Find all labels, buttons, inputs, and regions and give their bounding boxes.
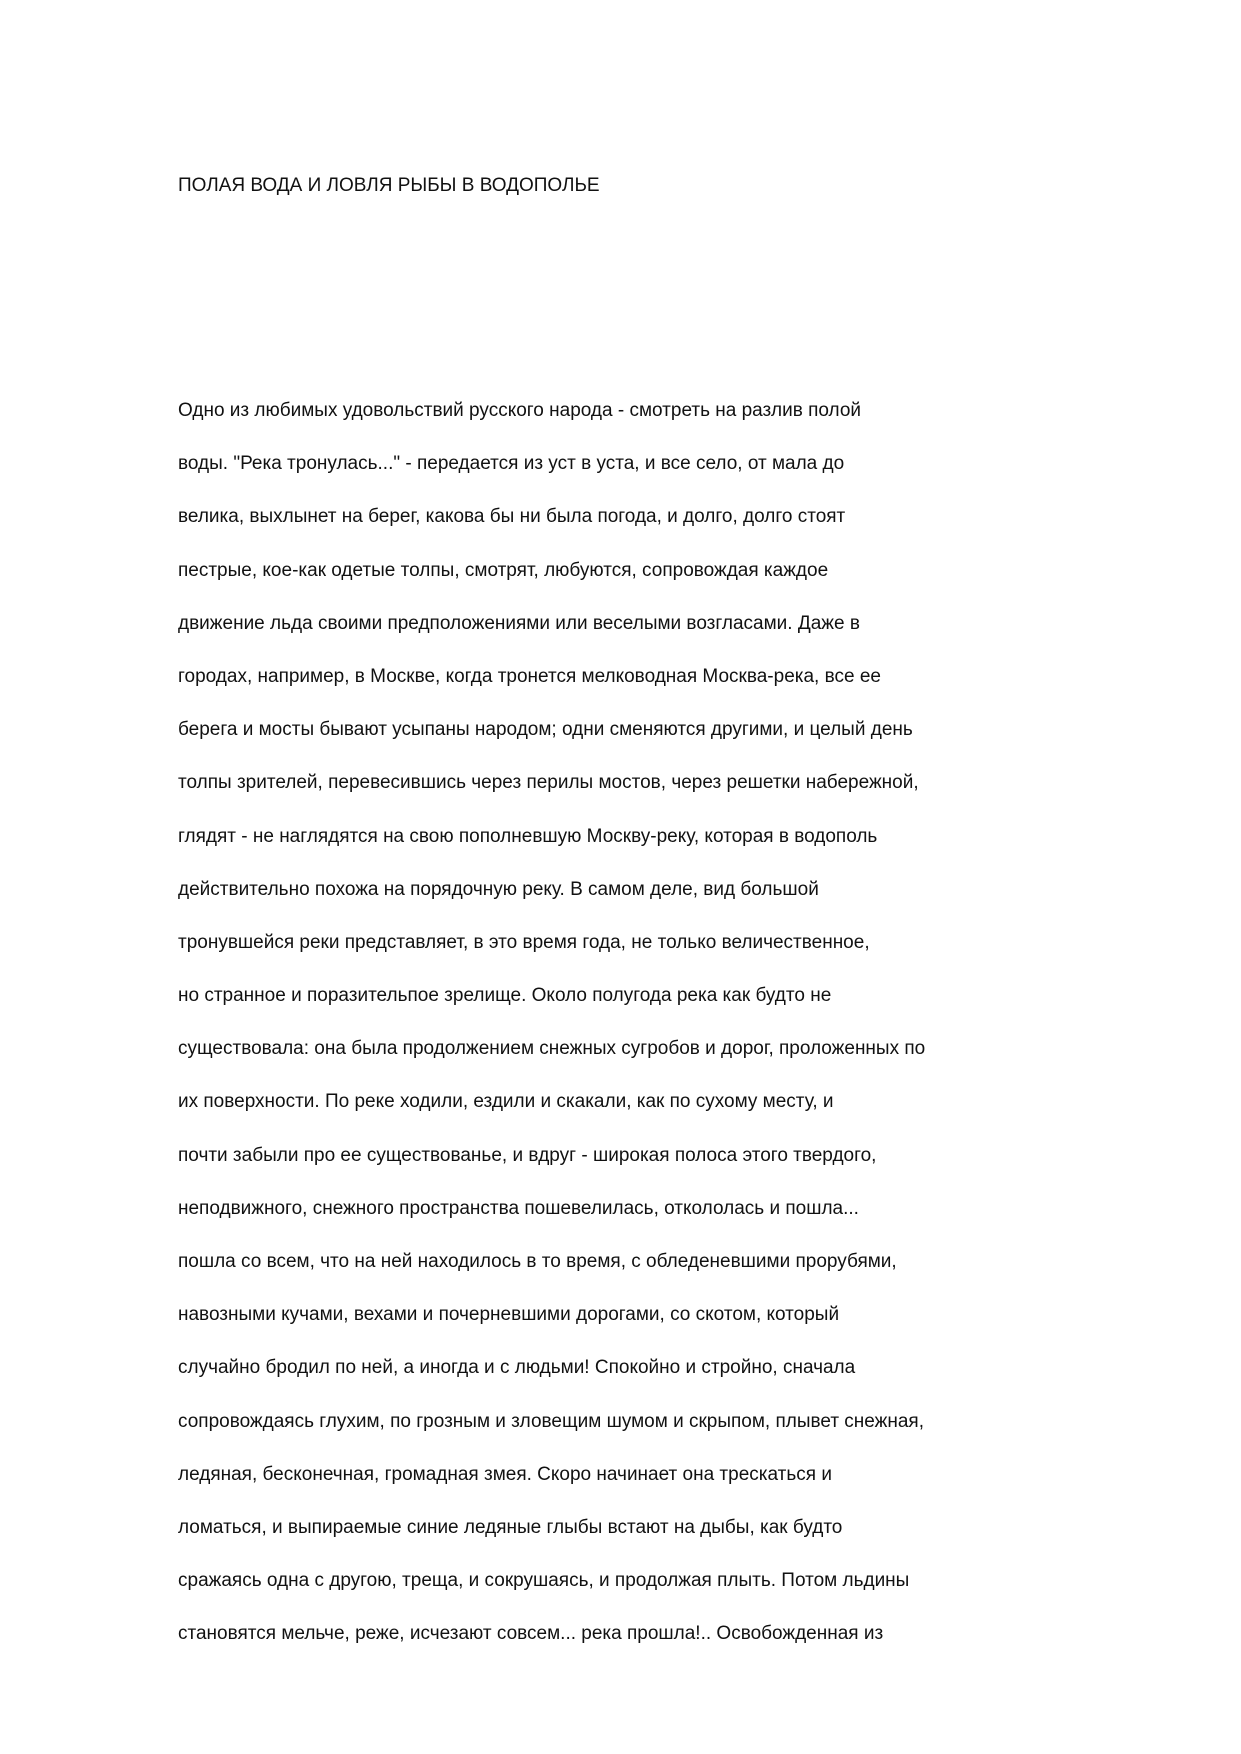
text-line: их поверхности. По реке ходили, ездили и скакали, как по сухому месту, и [178, 1091, 834, 1113]
text-line: сражаясь одна с другою, треща, и сокрушаясь, и продолжая плыть. Потом льдины [178, 1570, 910, 1592]
text-line: пестрые, кое-как одетые толпы, смотрят, любуются, сопровождая каждое [178, 559, 829, 581]
text-line: велика, выхлынет на берег, какова бы ни была погода, и долго, долго стоят [178, 506, 846, 528]
text-line: сопровождаясь глухим, по грозным и зловещим шумом и скрыпом, плывет снежная, [178, 1410, 924, 1432]
text-line: ломаться, и выпираемые синие ледяные глыбы встают на дыбы, как будто [178, 1516, 843, 1538]
text-line: случайно бродил по ней, а иногда и с людьми! Спокойно и стройно, сначала [178, 1357, 856, 1379]
text-line: существовала: она была продолжением снежных сугробов и дорог, проложенных по [178, 1038, 926, 1060]
text-line: становятся мельче, реже, исчезают совсем... река прошла!.. Освобожденная из [178, 1623, 884, 1645]
text-line: навозными кучами, вехами и почерневшими дорогами, со скотом, который [178, 1304, 840, 1326]
text-line: толпы зрителей, перевесившись через перилы мостов, через решетки набережной, [178, 772, 919, 794]
text-line: почти забыли про ее существованье, и вдруг - широкая полоса этого твердого, [178, 1144, 877, 1166]
document-body [178, 384, 1178, 1661]
text-line: глядят - не наглядятся на свою пополневшую Москву-реку, которая в водополь [178, 825, 878, 847]
text-line: городах, например, в Москве, когда тронется мелководная Москва-река, все ее [178, 665, 881, 687]
text-line: но странное и поразительпое зрелище. Около полугода река как будто не [178, 985, 832, 1007]
text-line: пошла со всем, что на ней находилось в то время, с обледеневшими прорубями, [178, 1251, 897, 1272]
text-line: движение льда своими предположениями или веселыми возгласами. Даже в [178, 612, 860, 634]
text-line: Одно из любимых удовольствий русского народа - смотреть на разлив полой [178, 400, 862, 421]
text-line: неподвижного, снежного пространства пошевелилась, откололась и пошла... [178, 1197, 859, 1219]
document-title: ПОЛАЯ ВОДА И ЛОВЛЯ РЫБЫ В ВОДОПОЛЬЕ [178, 175, 600, 196]
text-line: тронувшейся реки представляет, в это время года, не только величественное, [178, 931, 870, 953]
text-line: ледяная, бесконечная, громадная змея. Скоро начинает она трескаться и [178, 1463, 832, 1485]
text-line: действительно похожа на порядочную реку. В самом деле, вид большой [178, 878, 819, 900]
text-line: берега и мосты бывают усыпаны народом; одни сменяются другими, и целый день [178, 719, 913, 741]
text-line: воды. "Река тронулась..." - передается из уст в уста, и все село, от мала до [178, 453, 845, 475]
